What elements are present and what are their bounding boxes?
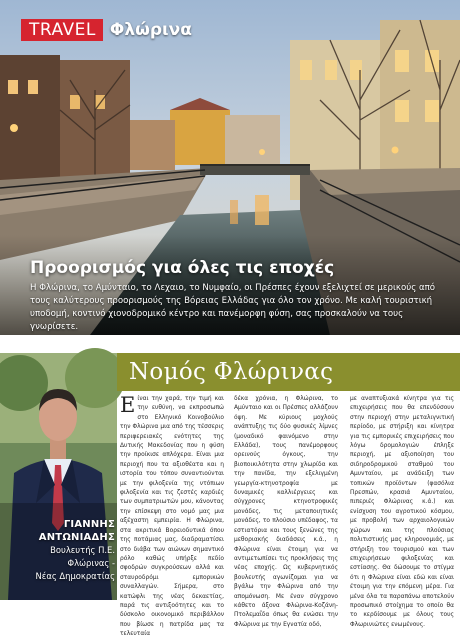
- mp-role-line2: Φλώρινας -: [67, 558, 115, 568]
- mp-role-line3: Νέας Δημοκρατίας: [35, 571, 115, 581]
- column-1-text: ίναι την χαρά, την τιμή και την ευθύνη, να εκπροσωπώ στο Ελληνικό Κοινοβούλιο την Φλώρινα μια από της τέσσερις περιφερειακές ενότητες της Δυτικής Μακεδονίας που η φύση την προίκισε απλόχερα. Είναι μια περιοχή που τα αξιοθέατα και η ιστορία του τόπου συναντιούνται με την φιλοξενία της ντόπιων φιλοξενία και τις ζεστές καρδιές των συμπατριωτών μου, κάνοντας την επίσκεψη στο νομό μας μια αξέχαστη εμπειρία. Η Φλώρινα, στα ακριτικά Βορειοδυτικά όπου της ποτάμιας μας, διαδραματίσει στο διάβα των αιώνων σημαντικό ρόλο καθώς υπήρξε πεδίο σφοδρών συγκρούσεων αλλά και σταυροδρόμι εμπορικών συναλλαγών. Σήμερα, στο κατώφλι της νέας δεκαετίας, παρά τις αντιξοότητες και το δύσκολο οικονομικό περιβάλλον που βίωσε η πατρίδα μας τα τελευταία: [120, 396, 224, 638]
- hero-headline: Προορισμός για όλες τις εποχές: [30, 258, 335, 278]
- portrait-caption: [0, 518, 115, 583]
- drop-cap: Ε: [120, 393, 136, 417]
- hero-lead-paragraph: Η Φλώρινα, το Αμύνταιο, το Λεχαιο, το Νυμφαίο, οι Πρέσπες έχουν εξελιχτεί σε μερικούς από τους καλύτερους προορισμούς της Βόρειας Ελλάδας για όλο τον χρόνο. Με καλή τουριστική υποδομή, κοντινό χιονοδρομικό κέντρο και πανέμορφη φύση, σας προσκαλούν να τους γνωρίσετε.: [30, 283, 436, 332]
- mp-name-last: ΑΝΤΩΝΙΑΔΗΣ: [38, 532, 115, 543]
- section-label: TRAVEL: [21, 19, 103, 41]
- mp-role-line1: Βουλευτής Π.Ε.: [50, 545, 115, 555]
- article-body: [120, 393, 457, 638]
- mp-portrait: [0, 353, 117, 600]
- mp-name-first: ΓΙΑΝΝΗΣ: [63, 519, 115, 530]
- section-title: Νομός Φλώρινας: [129, 359, 334, 385]
- article-column-3: με αναπτυξιακά κίνητρα για τις επιχειρήσεις που θα επενδύσουν στην περιοχή στην μεταλιγνιτική περίοδο, με στήριξη και κίνητρα για τις εμπορικές επιχειρήσεις που λόγω δρομολογιών έπληξε περιοχή, με αξιοποίηση του σιδηροδρομικού σταθμού του Αμυνταίου, με ανάδειξη των τοπικών προϊόντων (φασόλια Πρεσπών, κρασιά Αμυνταίου, πιπεριές Φλώρινας κ.ά.) και ενίσχυση του αγροτικού κόσμου, με προβολή των αρχαιολογικών χώρων και της πλούσιας πολιτιστικής μας κληρονομιάς, με στήριξη του τουρισμού και των επιχειρήσεων φιλοξενίας και εστίασης. Θα δώσουμε το στίγμα ότι η Φλώρινα είναι εδώ και είναι έτοιμη για την επόμενη μέρα. Για μένα όλα τα παραπάνω αποτελούν προσωπικό στοίχημα το οποίο θα το κερδίσουμε με όλους τους Φλωρινιώτες ενωμένους.: [350, 396, 454, 628]
- section-banner: [117, 353, 460, 391]
- article-column-1: [120, 395, 224, 640]
- travel-section-tag: [21, 19, 192, 41]
- city-title: Φλώρινα: [109, 20, 192, 40]
- section-divider: [0, 335, 460, 353]
- article-column-2: δέκα χρόνια, η Φλώρινα, το Αμύνταιο και οι Πρέσπες αλλάζουν όψη. Με κύριους μοχλούς ανάπτυξης τις δύο φυσικές λίμνες (μοναδικό φαινόμενο στην Ελλάδα), τους πανέμορφους ορεινούς όγκους, την βιοποικιλότητα στην χλωρίδα και την πανίδα, την εξελιγμένη γεωργία-κτηνοτροφία με δυναμικές καλλιέργειες και σύγχρονες κτηνοτροφικές μονάδες, τις μεταποιητικές μονάδες, το πλούσιο υπέδαφος, τα εστιατόρια και τους ξενώνες της μεθοριακής διαδάσεις κ.ά., η Φλώρινα είναι έτοιμη για να αντιμετωπίσει τις προκλήσεις της νέας εποχής. Ως κυβερνητικός βουλευτής αγωνίζομαι για να βγάλω την Φλώρινα από την απομόνωση. Με έναν σύγχρονο κάθετο άξονα Φλώρινα-Κοζάνη-Πτολεμαΐδα όπως θα ενώσει την Φλώρινα με την Εγνατία οδό,: [234, 396, 338, 628]
